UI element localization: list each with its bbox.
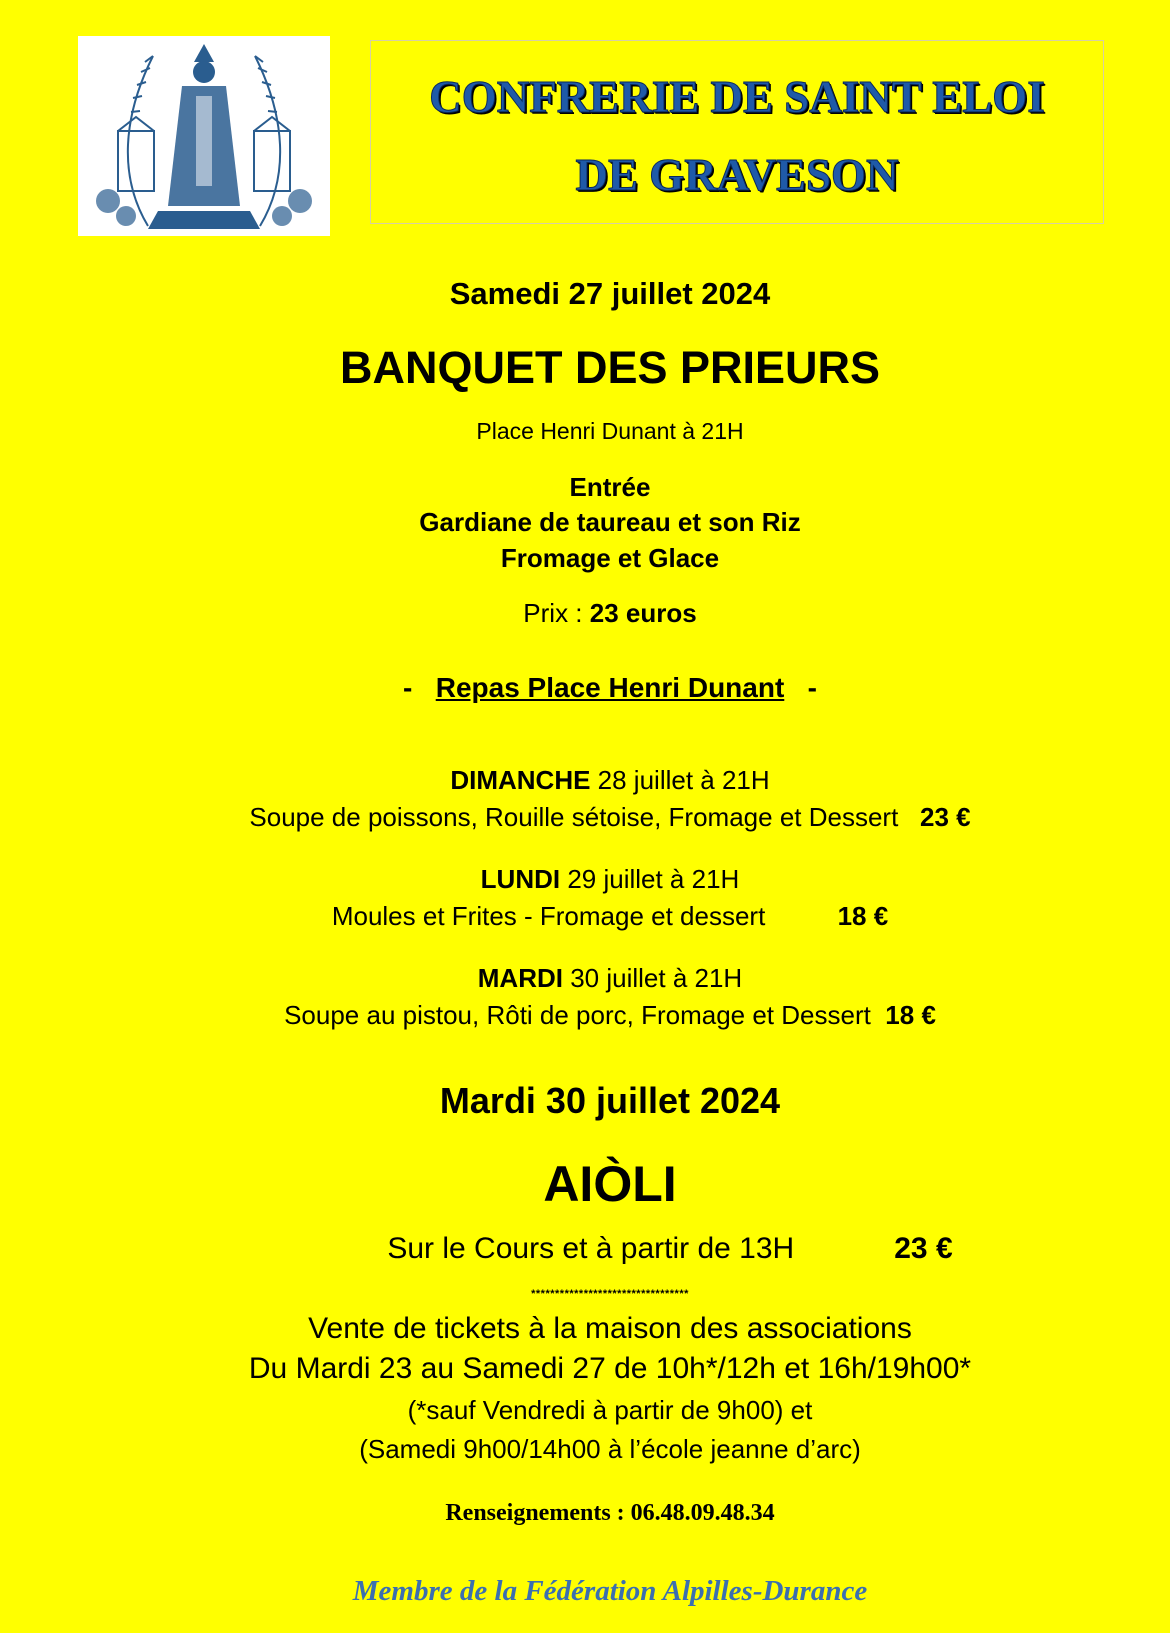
day-menu-line (0, 1000, 1170, 1031)
day-name: LUNDI (480, 864, 561, 894)
aioli-price: 23 € (894, 1232, 953, 1265)
dash-left: - (403, 672, 413, 703)
day-menu: Soupe au pistou, Rôti de porc, Fromage et Dessert (284, 1000, 871, 1030)
dash-right: - (807, 672, 817, 703)
banquet-menu-item: Fromage et Glace (500, 543, 720, 573)
day-heading (0, 963, 1170, 994)
day-menu: Soupe de poissons, Rouille sétoise, Fromage et Dessert (249, 802, 899, 832)
banquet-price (0, 598, 1170, 629)
aioli-title: AIÒLI (543, 1156, 677, 1212)
day-price: 23 € (919, 802, 971, 832)
banquet-date: Samedi 27 juillet 2024 (449, 276, 771, 311)
day-heading (0, 765, 1170, 796)
day-date: 29 juillet à 21H (560, 864, 740, 894)
day-price: 18 € (885, 1000, 936, 1030)
day-menu-line (0, 802, 1170, 833)
price-value: 23 euros (589, 598, 697, 628)
repas-heading-text: Repas Place Henri Dunant (435, 672, 785, 703)
price-label: Prix : (523, 598, 590, 628)
aioli-place-line (60, 1232, 1170, 1266)
banquet-menu-item: Gardiane de taureau et son Riz (419, 507, 801, 537)
title-line-1: CONFRERIE DE SAINT ELOI (429, 72, 1045, 122)
tickets-line-2: Du Mardi 23 au Samedi 27 de 10h*/12h et 16h/19h00* (248, 1352, 972, 1385)
title-box (370, 40, 1104, 224)
banquet-place: Place Henri Dunant à 21H (476, 418, 744, 444)
banquet-menu-item: Entrée (569, 472, 651, 502)
tickets-line-4: (Samedi 9h00/14h00 à l’école jeanne d’arc) (359, 1434, 861, 1464)
day-date: 30 juillet à 21H (562, 963, 743, 993)
day-heading (0, 864, 1170, 895)
aioli-place: Sur le Cours et à partir de 13H (387, 1232, 795, 1265)
saint-eloi-engraving-icon (78, 36, 330, 236)
banquet-title: BANQUET DES PRIEURS (339, 342, 881, 393)
tickets-line-3: (*sauf Vendredi à partir de 9h00) et (407, 1395, 813, 1425)
aioli-date: Mardi 30 juillet 2024 (439, 1080, 781, 1121)
day-name: DIMANCHE (450, 765, 591, 795)
title-line-2: DE GRAVESON (575, 150, 899, 200)
day-menu-line (0, 901, 1170, 932)
day-menu: Moules et Frites - Fromage et dessert (331, 901, 766, 931)
day-name: MARDI (477, 963, 563, 993)
repas-heading (0, 672, 1170, 704)
day-date: 28 juillet à 21H (590, 765, 770, 795)
day-price: 18 € (837, 901, 889, 931)
tickets-line-1: Vente de tickets à la maison des associations (308, 1312, 912, 1345)
footer-federation: Membre de la Fédération Alpilles-Durance (352, 1575, 868, 1607)
contact-info: Renseignements : 06.48.09.48.34 (445, 1500, 775, 1526)
separator: ********************************* (531, 1288, 689, 1300)
